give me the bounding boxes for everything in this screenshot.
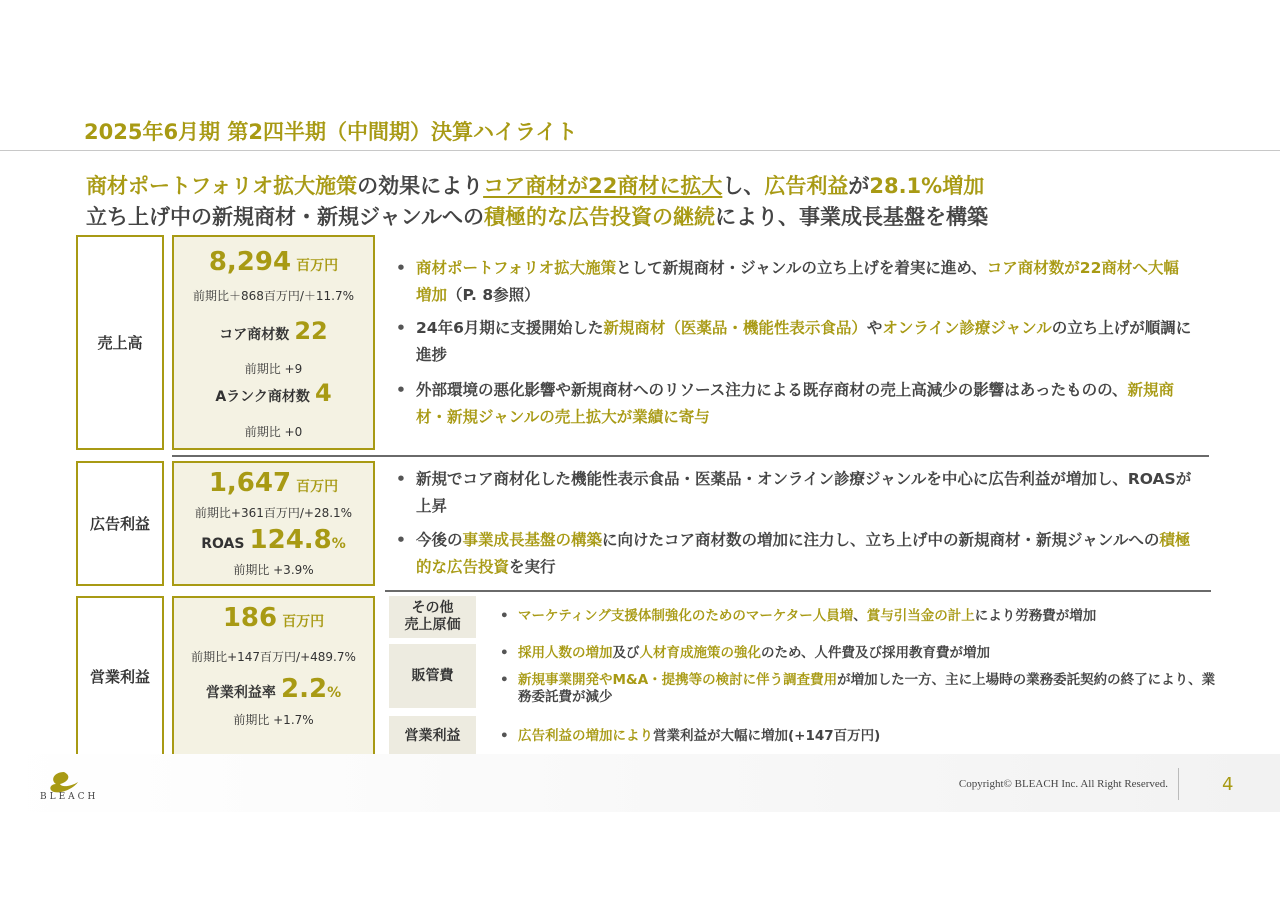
sales-yoy: 前期比＋868百万円/＋11.7%: [192, 289, 355, 303]
body-text: のため、人件費及び採用教育費が増加: [761, 645, 990, 661]
kpi-panel-operating-profit: [172, 596, 375, 756]
body-text: により労務費が増加: [974, 608, 1097, 624]
core-count-value: 22: [294, 317, 328, 345]
op-detail-bullet: [498, 608, 1228, 625]
core-count-yoy: 前期比 +9: [244, 362, 303, 376]
body-text: 、: [853, 608, 867, 624]
highlight-text: オンライン診療ジャンル: [882, 319, 1052, 337]
body-text: 新規でコア商材化した機能性表示食品・医薬品・オンライン診療ジャンルを中心に広告利益が増加し、ROASが上昇: [416, 470, 1192, 515]
body-text: が: [848, 174, 870, 198]
roas-unit: %: [331, 536, 346, 552]
body-text: により、事業成長基盤を構築: [715, 205, 989, 229]
highlight-text: 商材ポートフォリオ拡大施策: [416, 259, 617, 277]
op-margin-label: 営業利益率: [205, 685, 276, 701]
category-sales: 売上高: [76, 235, 164, 450]
sales-bullet: [394, 315, 1194, 369]
highlight-text: 広告利益の増加により: [518, 728, 653, 744]
ad-profit-unit: 百万円: [296, 479, 339, 495]
category-operating-profit: 営業利益: [76, 596, 164, 756]
ad-profit-bullet: [394, 466, 1194, 520]
body-text: 24年6月期に支援開始した: [416, 319, 604, 337]
a-rank-value: 4: [314, 379, 332, 407]
body-text: の効果により: [357, 174, 484, 198]
highlight-text: 賞与引当金の計上: [866, 608, 975, 624]
highlight-text: 商材ポートフォリオ拡大施策: [86, 174, 358, 198]
body-text: 営業利益が大幅に増加(+147百万円): [653, 728, 881, 744]
sales-bullet: [394, 255, 1194, 309]
sales-value: 8,294: [208, 247, 292, 277]
highlight-text: 積極的な広告投資の継続: [484, 205, 716, 229]
copyright: Copyright© BLEACH Inc. All Right Reserved.: [958, 778, 1168, 790]
body-text: し、: [722, 174, 765, 198]
body-text: に向けたコア商材数の増加に注力し、立ち上げ中の新規商材・新規ジャンルへの: [602, 531, 1160, 549]
highlight-text: 積極的な広告投資: [416, 531, 1191, 576]
highlight-text: 事業成長基盤の構築: [462, 531, 603, 549]
kpi-panel-ad-profit: [172, 461, 375, 586]
body-text: 及び: [612, 645, 640, 661]
ad-profit-value: 1,647: [208, 468, 292, 498]
op-detail-bullet: [498, 728, 1228, 745]
sales-bullet: [394, 377, 1194, 431]
roas-yoy: 前期比 +3.9%: [233, 563, 314, 577]
body-text: （P. 8参照）: [447, 286, 540, 304]
logo-text: BLEACH: [40, 792, 99, 802]
highlight-text: マーケティング支援体制強化のためのマーケター人員増: [518, 608, 854, 624]
highlight-text: 採用人数の増加: [518, 645, 613, 661]
highlight-text: 広告利益: [764, 174, 849, 198]
roas-value: 124.8: [249, 525, 332, 555]
a-rank-yoy: 前期比 +0: [244, 425, 303, 439]
op-margin-row: [174, 674, 373, 704]
tag-other-cost: その他 売上原価: [389, 596, 476, 638]
kpi-panel-sales: [172, 235, 375, 450]
a-rank-label: Aランク商材数: [215, 389, 310, 405]
ad-profit-bullet: [394, 527, 1194, 581]
core-count-row: [174, 317, 373, 345]
footer-separator: [1178, 768, 1179, 800]
op-profit-unit: 百万円: [282, 614, 325, 630]
page-number: 4: [1222, 774, 1234, 795]
tag-sga: 販管費: [389, 644, 476, 708]
body-text: として新規商材・ジャンルの立ち上げを着実に進め、: [616, 259, 987, 277]
body-text: や: [866, 319, 883, 337]
op-margin-value: 2.2: [281, 674, 328, 704]
section-divider: [172, 455, 1209, 457]
body-text: 立ち上げ中の新規商材・新規ジャンルへの: [86, 205, 485, 229]
op-profit-value-row: [174, 603, 373, 633]
sales-unit: 百万円: [296, 258, 339, 274]
roas-row: [174, 525, 373, 555]
op-profit-yoy: 前期比+147百万円/+489.7%: [191, 650, 356, 664]
page-title: 2025年6月期 第2四半期（中間期）決算ハイライト: [84, 120, 578, 144]
highlight-text: 新規商材（医薬品・機能性表示食品）: [603, 319, 867, 337]
core-count-label: コア商材数: [219, 327, 290, 343]
highlight-text: 新規商材・新規ジャンルの売上拡大が業績に寄与: [416, 381, 1174, 426]
op-margin-yoy: 前期比 +1.7%: [233, 713, 314, 727]
a-rank-row: [174, 379, 373, 407]
highlight-text: 人材育成施策の強化: [639, 645, 761, 661]
body-text: が増加した一方、主に上場時の業務委託契約の終了により、業務委託費が減少: [518, 672, 1216, 705]
highlight-text: 新規事業開発やM&A・提携等の検討に伴う調査費用: [518, 672, 838, 688]
op-margin-unit: %: [327, 685, 342, 701]
sales-value-row: [174, 247, 373, 277]
section-divider: [385, 590, 1211, 592]
op-profit-value: 186: [222, 603, 278, 633]
headline-line-1: [86, 170, 984, 200]
body-text: 今後の: [416, 531, 463, 549]
body-text: の立ち上げが順調に進捗: [416, 319, 1192, 364]
ad-profit-value-row: [174, 468, 373, 498]
highlight-text: 28.1%増加: [869, 174, 985, 198]
title-divider: [0, 150, 1280, 151]
roas-label: ROAS: [201, 536, 245, 552]
ad-profit-yoy: 前期比+361百万円/+28.1%: [194, 506, 353, 520]
body-text: 外部環境の悪化影響や新規商材へのリソース注力による既存商材の売上高減少の影響はあったものの、: [416, 381, 1128, 399]
op-detail-bullet: [498, 672, 1218, 706]
highlight-text: コア商材数が22商材へ大幅増加: [416, 259, 1179, 304]
body-text: を実行: [509, 558, 556, 576]
headline-line-2: [86, 201, 988, 231]
op-detail-bullet: [498, 645, 1228, 662]
tag-operating-profit: 営業利益: [389, 716, 476, 756]
highlight-text: コア商材が22商材に拡大: [483, 174, 723, 198]
category-ad-profit: 広告利益: [76, 461, 164, 586]
